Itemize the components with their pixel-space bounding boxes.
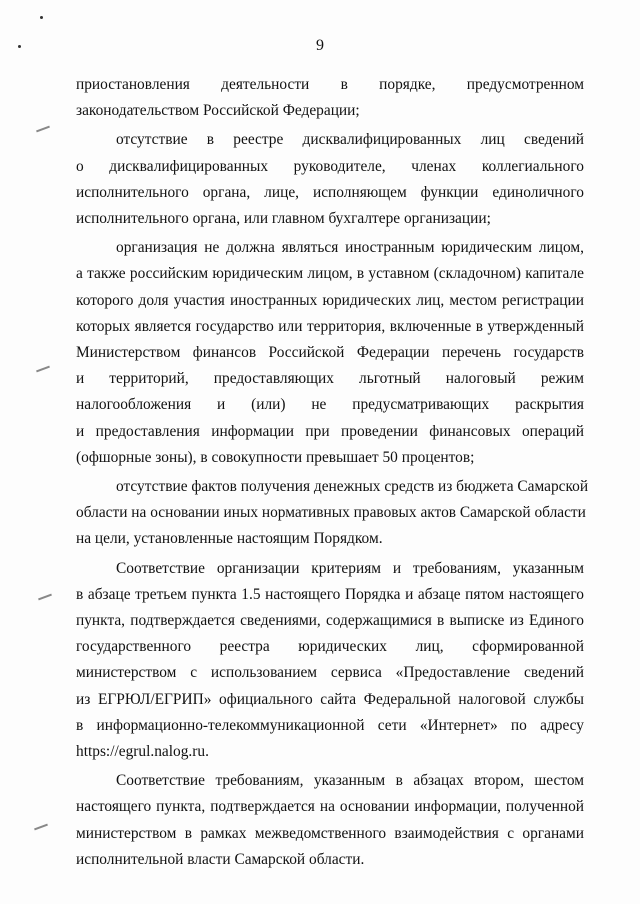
text-line: законодательством Российской Федерации;	[76, 102, 360, 120]
text-line: Соответствие требованиям, указанным в абзацах втором, шестом	[116, 772, 584, 790]
paragraph	[76, 72, 584, 124]
text-line: исполнительного органа, лице, исполняющем функции единоличного	[76, 183, 584, 201]
scan-mark	[34, 824, 48, 831]
scan-speck	[40, 16, 43, 19]
text-line: о дисквалифицированных руководителе, членах коллегиального	[76, 157, 584, 175]
document-body	[76, 72, 589, 873]
text-line: а также российским юридическим лицом, в уставном (складочном) капитале	[76, 265, 584, 283]
text-line: исполнительной власти Самарской области.	[76, 850, 365, 868]
text-line: отсутствие в реестре дисквалифицированных лиц сведений	[116, 131, 584, 149]
text-line: Соответствие организации критериям и требованиям, указанным	[116, 559, 584, 577]
paragraph	[76, 127, 584, 232]
text-line: и территорий, предоставляющих льготный налоговый режим	[76, 370, 584, 388]
text-line: Министерством финансов Российской Федерации перечень государств	[76, 344, 584, 362]
text-line: государственного реестра юридических лиц, сформированной	[76, 638, 584, 656]
paragraph	[76, 768, 584, 873]
scan-mark	[36, 126, 50, 133]
text-line: в информационно-телекоммуникационной сети «Интернет» по адресу	[76, 716, 584, 734]
text-line: которого доля участия иностранных юридических лиц, местом регистрации	[76, 291, 584, 309]
scan-mark	[36, 366, 50, 373]
page-number: 9	[316, 37, 324, 54]
text-line: министерством в рамках межведомственного взаимодействия с органами	[76, 824, 584, 842]
text-line: организация не должна являться иностранным юридическим лицом,	[116, 239, 584, 257]
text-line: настоящего пункта, подтверждается на основании информации, полученной	[76, 798, 584, 816]
text-line: пункта, подтверждается сведениями, содержащимися в выписке из Единого	[76, 612, 584, 630]
text-line: исполнительного органа, или главном бухгалтере организации;	[76, 210, 491, 228]
text-line: отсутствие фактов получения денежных средств из бюджета Самарской	[116, 478, 589, 496]
text-line: из ЕГРЮЛ/ЕГРИП» официального сайта Федеральной налоговой службы	[76, 690, 584, 708]
paragraph	[76, 235, 584, 471]
text-line: на цели, установленные настоящим Порядком.	[76, 530, 383, 548]
text-line: которых является государство или территория, включенные в утвержденный	[76, 317, 584, 335]
text-line: министерством с использованием сервиса «Предоставление сведений	[76, 664, 584, 682]
text-line: (офшорные зоны), в совокупности превышает 50 процентов;	[76, 448, 475, 466]
text-line: приостановления деятельности в порядке, предусмотренном	[76, 76, 584, 93]
text-line: и предоставления информации при проведении финансовых операций	[76, 422, 584, 440]
paragraph	[76, 474, 589, 553]
text-line: налогообложения и (или) не предусматривающих раскрытия	[76, 396, 584, 414]
text-line: https://egrul.nalog.ru.	[76, 743, 209, 761]
paragraph	[76, 556, 584, 766]
text-line: области на основании иных нормативных правовых актов Самарской области	[76, 504, 586, 522]
text-line: в абзаце третьем пункта 1.5 настоящего Порядка и абзаце пятом настоящего	[76, 585, 584, 603]
scan-mark	[38, 594, 52, 601]
